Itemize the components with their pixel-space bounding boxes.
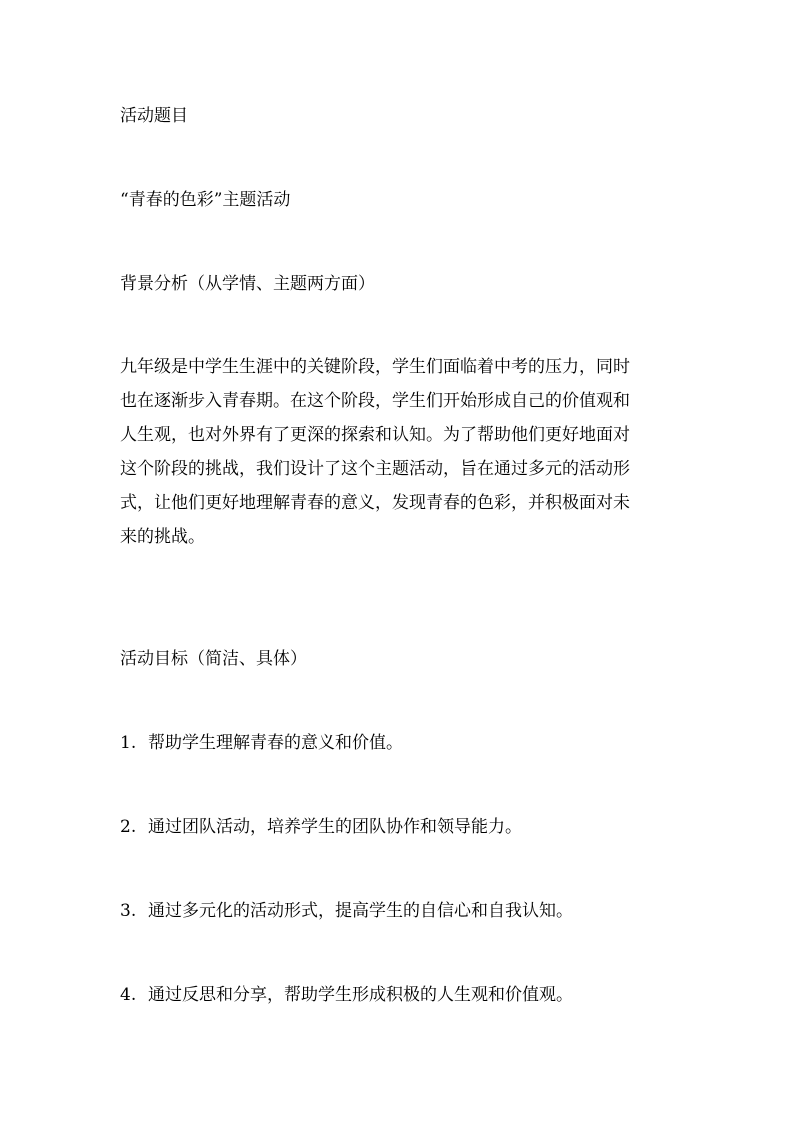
background-line: 来的挑战。 <box>120 527 205 547</box>
goal-number: 4. <box>120 985 137 1005</box>
goal-number: 1. <box>120 733 137 753</box>
goal-number: 2. <box>120 817 137 837</box>
heading-activity-topic: 活动题目 <box>120 106 188 126</box>
background-line: 九年级是中学生生涯中的关键阶段，学生们面临着中考的压力，同时 <box>120 357 630 377</box>
goal-item <box>120 733 686 753</box>
heading-background-analysis: 背景分析（从学情、主题两方面） <box>120 274 375 294</box>
background-line: 式，让他们更好地理解青春的意义，发现青春的色彩，并积极面对未 <box>120 493 630 513</box>
goal-item <box>120 901 686 921</box>
background-line: 这个阶段的挑战，我们设计了这个主题活动，旨在通过多元的活动形 <box>120 459 630 479</box>
background-paragraph <box>120 357 686 561</box>
goal-text: 通过反思和分享，帮助学生形成积极的人生观和价值观。 <box>148 985 573 1005</box>
activity-title: “青春的色彩”主题活动 <box>120 190 291 210</box>
goal-text: 通过多元化的活动形式，提高学生的自信心和自我认知。 <box>148 901 573 921</box>
goal-text: 帮助学生理解青春的意义和价值。 <box>148 733 403 753</box>
background-line: 也在逐渐步入青春期。在这个阶段，学生们开始形成自己的价值观和 <box>120 391 630 411</box>
heading-activity-goals: 活动目标（简洁、具体） <box>120 649 307 669</box>
goal-text: 通过团队活动，培养学生的团队协作和领导能力。 <box>148 817 522 837</box>
goal-item <box>120 817 686 837</box>
goal-number: 3. <box>120 901 137 921</box>
background-line: 人生观，也对外界有了更深的探索和认知。为了帮助他们更好地面对 <box>120 425 630 445</box>
goal-item <box>120 985 686 1005</box>
